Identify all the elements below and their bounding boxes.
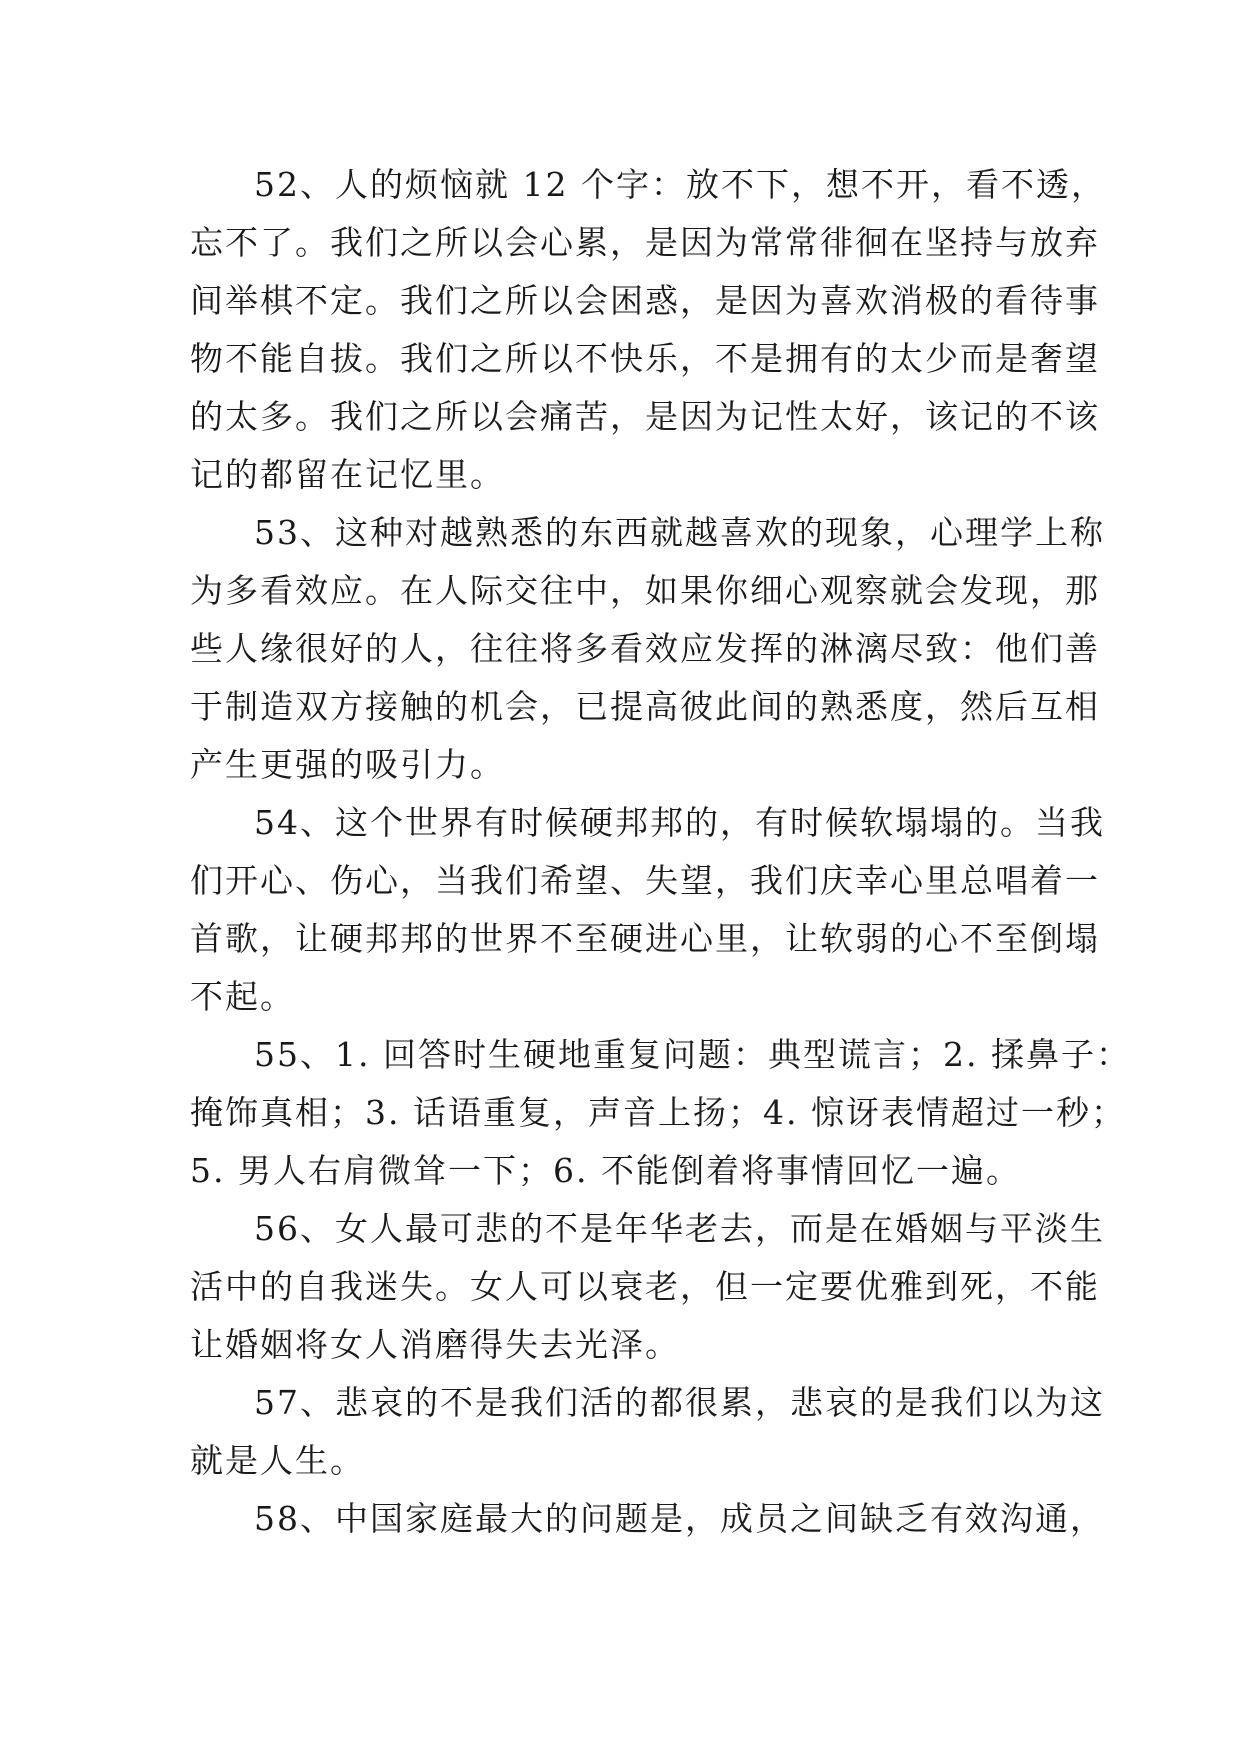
text-line: 55、1. 回答时生硬地重复问题：典型谎言；2. 揉鼻子： (254, 1035, 1131, 1074)
text-line: 52、人的烦恼就 12 个字：放不下，想不开，看不透， (254, 165, 1106, 204)
text-line: 们开心、伤心，当我们希望、失望，我们庆幸心里总唱着一 (190, 861, 1100, 900)
text-line: 54、这个世界有时候硬邦邦的，有时候软塌塌的。当我 (254, 803, 1105, 842)
text-line: 就是人生。 (190, 1441, 365, 1480)
text-line: 让婚姻将女人消磨得失去光泽。 (190, 1325, 680, 1364)
text-line: 掩饰真相；3. 话语重复，声音上扬；4. 惊讶表情超过一秒； (190, 1093, 1126, 1132)
text-line: 58、中国家庭最大的问题是，成员之间缺乏有效沟通， (254, 1499, 1105, 1538)
text-line: 于制造双方接触的机会，已提高彼此间的熟悉度，然后互相 (190, 687, 1100, 726)
text-line: 产生更强的吸引力。 (190, 745, 505, 784)
text-line: 的太多。我们之所以会痛苦，是因为记性太好，该记的不该 (190, 397, 1100, 436)
text-line: 为多看效应。在人际交往中，如果你细心观察就会发现，那 (190, 571, 1100, 610)
text-line: 物不能自拔。我们之所以不快乐，不是拥有的太少而是奢望 (190, 339, 1100, 378)
text-line: 活中的自我迷失。女人可以衰老，但一定要优雅到死，不能 (190, 1267, 1100, 1306)
text-line: 5. 男人右肩微耸一下；6. 不能倒着将事情回忆一遍。 (190, 1151, 1021, 1190)
text-line: 首歌，让硬邦邦的世界不至硬进心里，让软弱的心不至倒塌 (190, 919, 1100, 958)
text-line: 记的都留在记忆里。 (190, 455, 505, 494)
text-line: 56、女人最可悲的不是年华老去，而是在婚姻与平淡生 (254, 1209, 1105, 1248)
text-line: 57、悲哀的不是我们活的都很累，悲哀的是我们以为这 (254, 1383, 1105, 1422)
text-line: 53、这种对越熟悉的东西就越喜欢的现象，心理学上称 (254, 513, 1105, 552)
text-line: 间举棋不定。我们之所以会困惑，是因为喜欢消极的看待事 (190, 281, 1100, 320)
text-line: 忘不了。我们之所以会心累，是因为常常徘徊在坚持与放弃 (190, 223, 1100, 262)
text-line: 些人缘很好的人，往往将多看效应发挥的淋漓尽致：他们善 (190, 629, 1100, 668)
text-line: 不起。 (190, 977, 295, 1016)
